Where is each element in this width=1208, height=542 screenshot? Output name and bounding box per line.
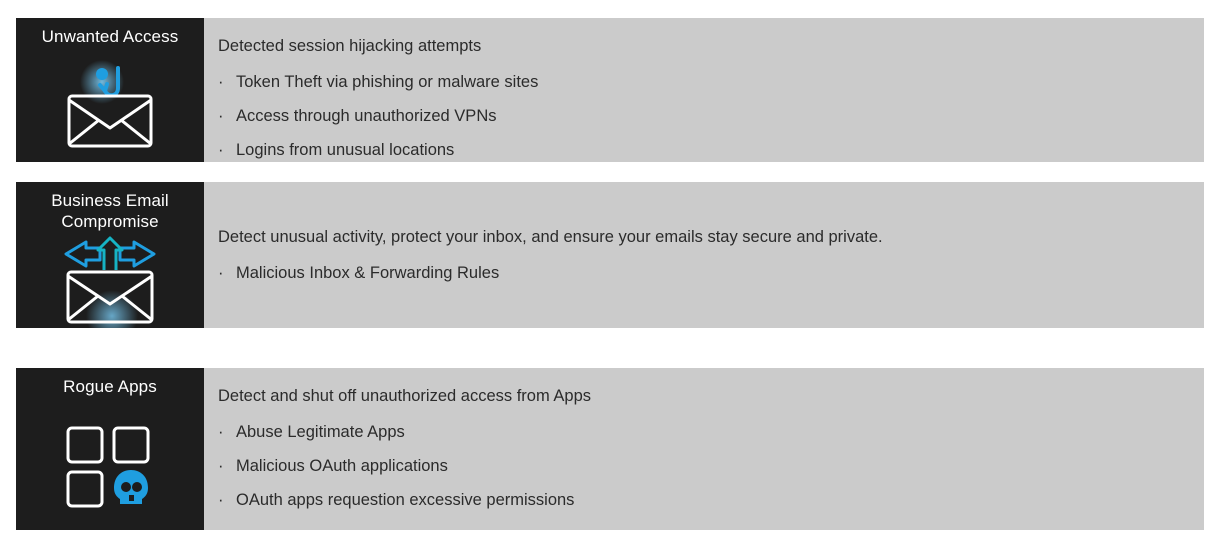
- bullet-marker: ·: [218, 73, 224, 91]
- card-rogue-apps-bullet-2: [218, 456, 1204, 476]
- envelope-redirect-arrows-icon: [16, 232, 204, 328]
- card-unwanted-access-header: [16, 18, 204, 162]
- card-rogue-apps-title: Rogue Apps: [63, 377, 157, 396]
- bullet-marker: ·: [218, 141, 224, 159]
- card-business-email-compromise-bullet-1: [218, 263, 1204, 283]
- card-rogue-apps-bullet-1: [218, 422, 1204, 442]
- card-rogue-apps-lead: Detect and shut off unauthorized access from Apps: [218, 387, 591, 405]
- card-unwanted-access-bullet-2: [218, 106, 1204, 126]
- card-unwanted-access-body: [204, 18, 1204, 162]
- bullet-text: OAuth apps requestion excessive permissions: [236, 491, 575, 509]
- card-unwanted-access-bullet-3: [218, 140, 1204, 160]
- envelope-hook-icon: [16, 47, 204, 162]
- card-unwanted-access-title: Unwanted Access: [41, 27, 179, 46]
- bullet-text: Malicious Inbox & Forwarding Rules: [236, 264, 500, 282]
- bullet-marker: ·: [218, 423, 224, 441]
- card-rogue-apps-bullet-3: [218, 490, 1204, 510]
- bullet-text: Logins from unusual locations: [236, 141, 455, 159]
- card-unwanted-access-lead: Detected session hijacking attempts: [218, 37, 482, 55]
- card-rogue-apps-header: [16, 368, 204, 530]
- card-business-email-compromise-header: [16, 182, 204, 328]
- card-rogue-apps-body: [204, 368, 1204, 530]
- bullet-text: Access through unauthorized VPNs: [236, 107, 497, 125]
- card-unwanted-access-bullet-1: [218, 72, 1204, 92]
- card-business-email-compromise-title: Business Email Compromise: [51, 191, 169, 231]
- card-business-email-compromise-lead: Detect unusual activity, protect your inbox, and ensure your emails stay secure and private.: [218, 228, 883, 246]
- bullet-marker: ·: [218, 107, 224, 125]
- bullet-text: Malicious OAuth applications: [236, 457, 448, 475]
- bullet-marker: ·: [218, 457, 224, 475]
- card-business-email-compromise: [16, 182, 1204, 328]
- bullet-marker: ·: [218, 491, 224, 509]
- card-business-email-compromise-body: [204, 182, 1204, 328]
- card-rogue-apps: [16, 368, 1204, 530]
- bullet-marker: ·: [218, 264, 224, 282]
- bullet-text: Abuse Legitimate Apps: [236, 423, 405, 441]
- bullet-text: Token Theft via phishing or malware sites: [236, 73, 539, 91]
- app-tiles-skull-icon: [16, 397, 204, 530]
- card-unwanted-access: [16, 18, 1204, 162]
